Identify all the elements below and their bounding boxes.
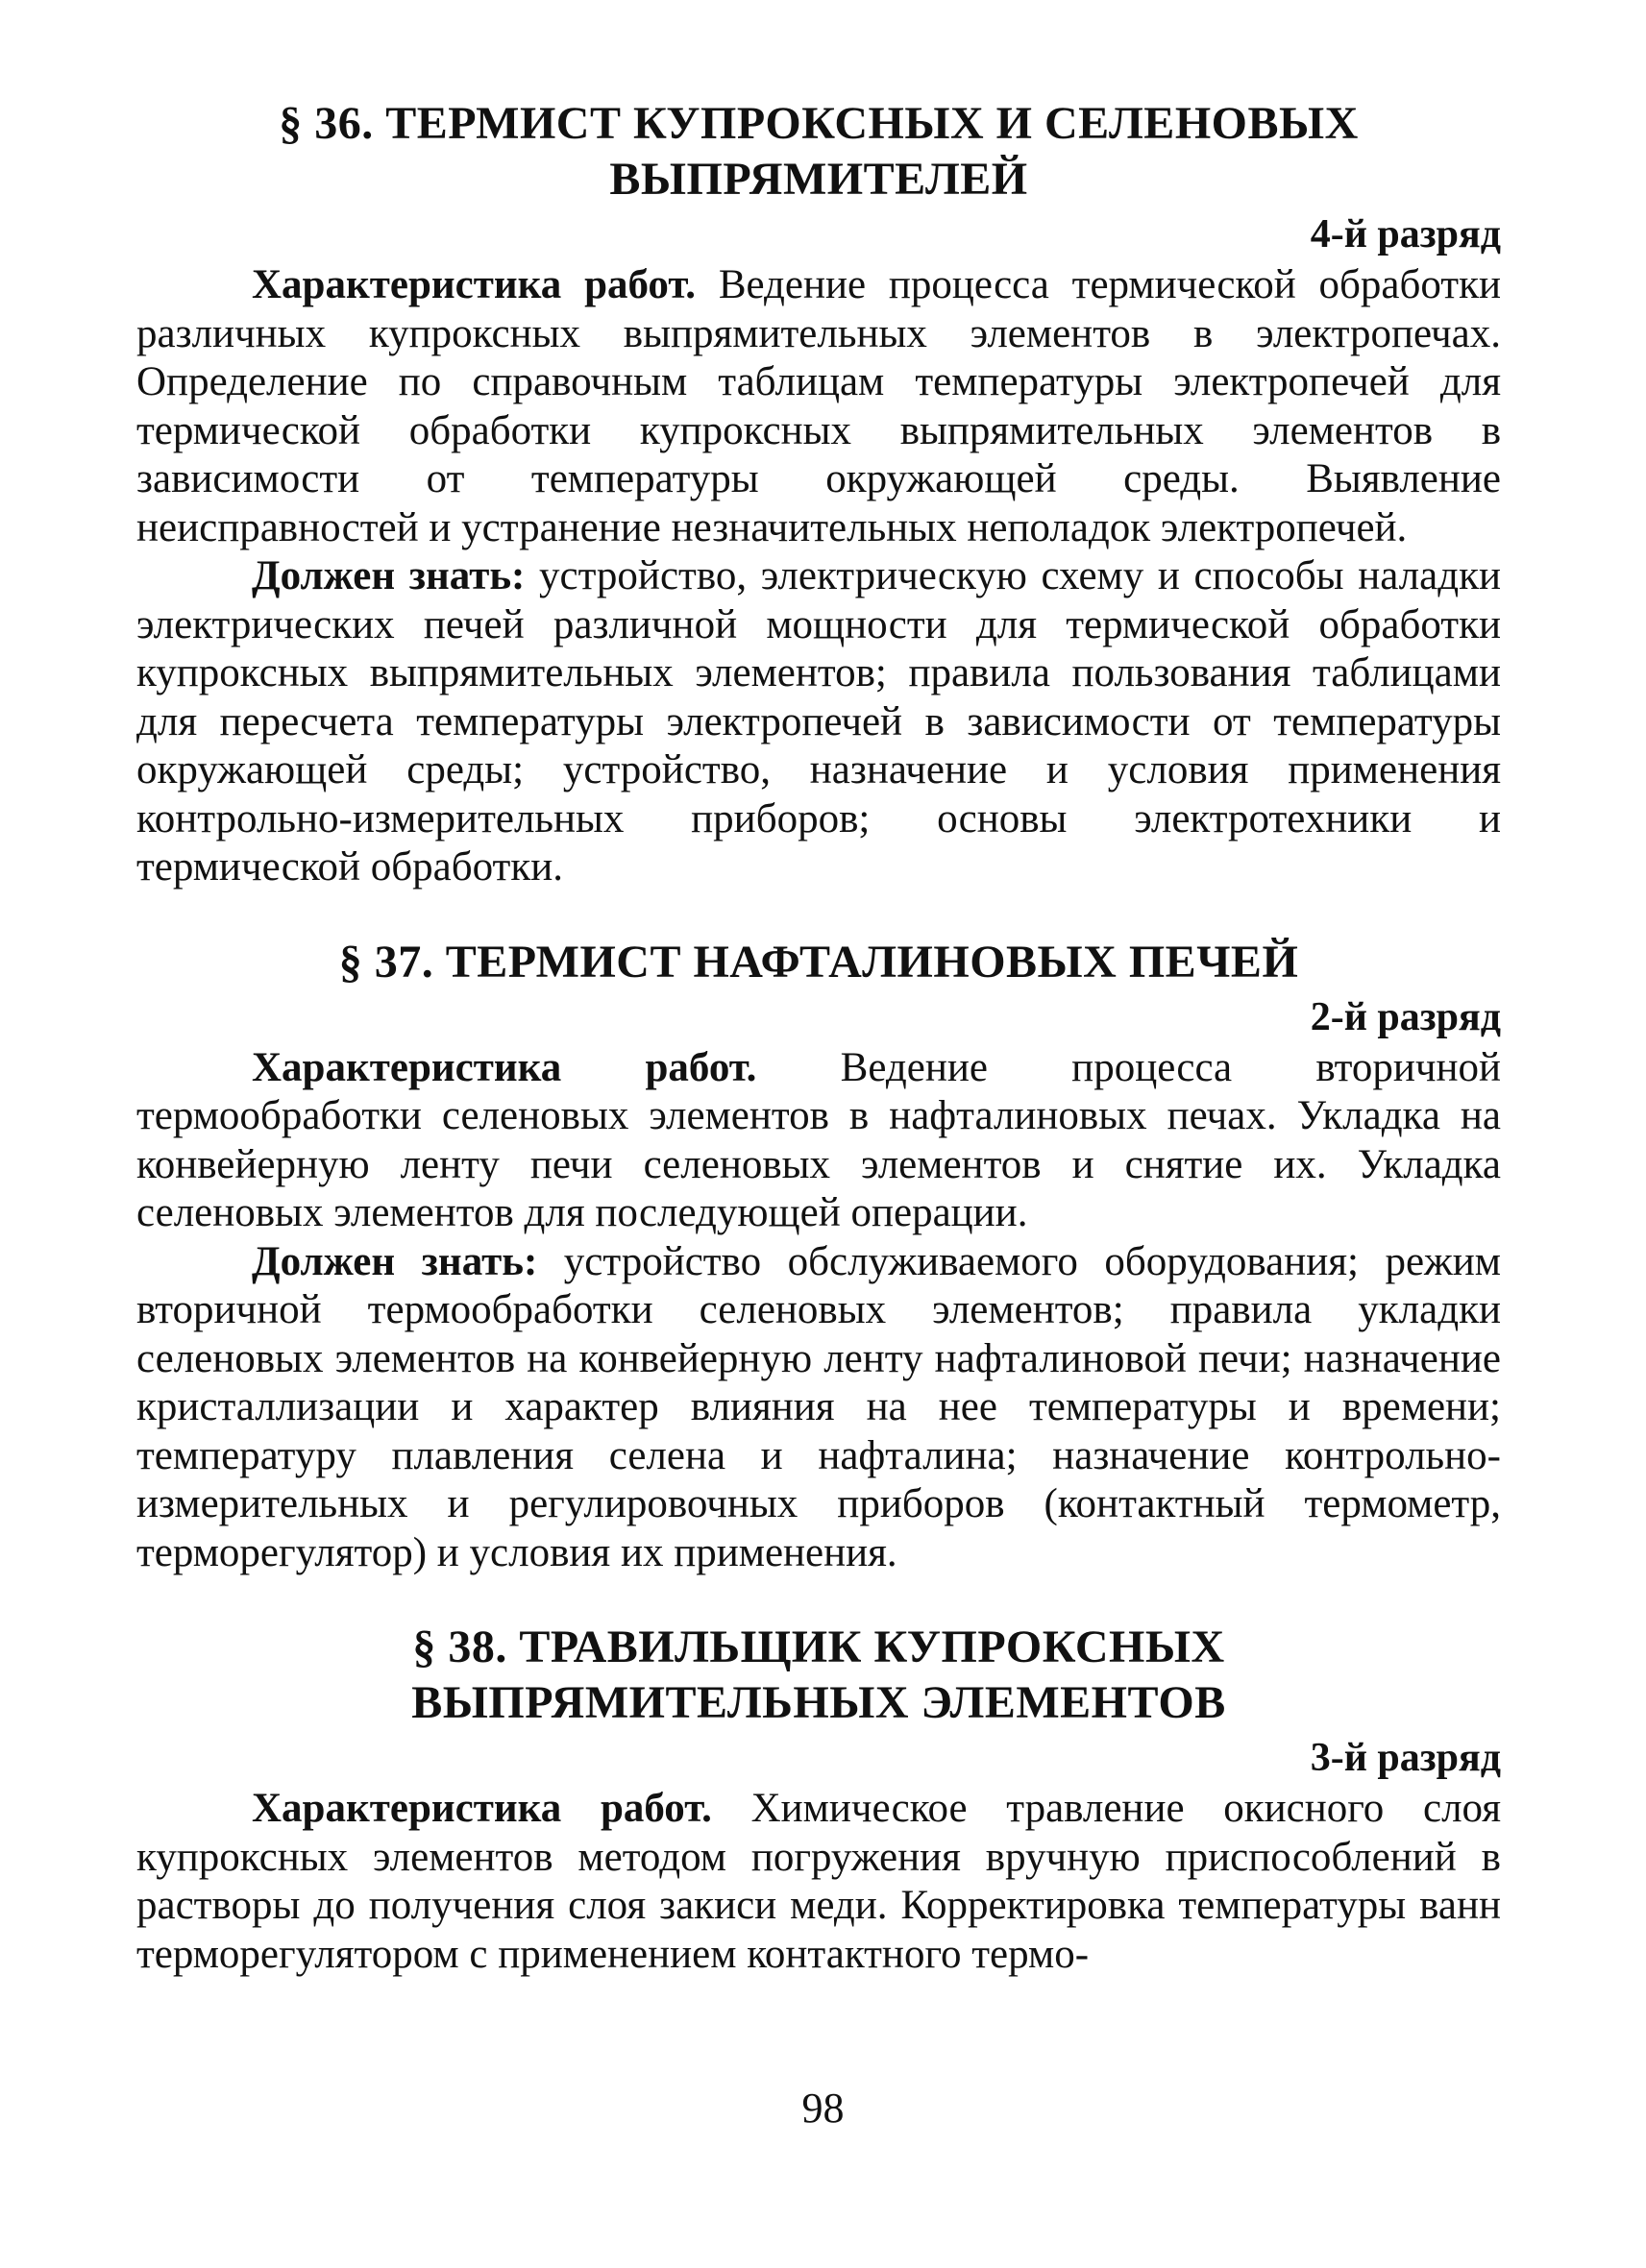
work-description-lead: Характеристика работ. xyxy=(252,1786,712,1831)
grade-label: 2-й разряд xyxy=(1310,994,1501,1039)
section-title-line: § 36. ТЕРМИСТ КУПРОКСНЫХ И СЕЛЕНОВЫХ xyxy=(279,98,1359,149)
section-title-line: ВЫПРЯМИТЕЛЕЙ xyxy=(609,154,1028,205)
work-description-lead: Характеристика работ. xyxy=(252,1044,757,1090)
work-description xyxy=(136,1785,1501,1979)
section-title xyxy=(136,935,1501,990)
work-description-text: Химическое травление окисного слоя купроксных элементов методом погружения вручную приспособлений в растворы до получения слоя закиси меди. Корректировка температуры ванн терморегулятором с применением контактного термо- xyxy=(136,1786,1502,1977)
required-knowledge-lead: Должен знать: xyxy=(252,1238,538,1284)
section-36 xyxy=(136,96,1501,892)
required-knowledge-text: устройство обслуживаемого оборудования; режим вторичной термообработки селеновых элементов; правила укладки селеновых элементов на конвейерную ленту нафталиновой печи; назначение кристаллизации и характер влияния на нее температуры и времени; температуру плавления селена и нафталина; назначение контрольно-измерительных и регулировочных приборов (контактный термометр, терморегулятор) и условия их применения. xyxy=(136,1238,1501,1575)
work-description-lead: Характеристика работ. xyxy=(252,262,696,307)
grade-label: 4-й разряд xyxy=(1310,212,1501,256)
required-knowledge-text: устройство, электрическую схему и способы наладки электрических печей различной мощности для термической обработки купроксных выпрямительных элементов; правила пользования таблицами для пересчета температуры электропечей в зависимости от температуры окружающей среды; устройство, назначение и условия применения контрольно-измерительных приборов; основы электротехники и термической обработки. xyxy=(136,553,1501,890)
section-title-line: § 37. ТЕРМИСТ НАФТАЛИНОВЫХ ПЕЧЕЙ xyxy=(338,936,1299,988)
work-description-text: Ведение процесса термической обработки различных купроксных выпрямительных элементов в электропечах. Определение по справочным таблицам температуры электропечей для термической обработки купроксных выпрямительных элементов в зависимости от температуры окружающей среды. Выявление неисправностей и устранение незначительных неполадок электропечей. xyxy=(136,262,1501,550)
section-title xyxy=(136,96,1501,207)
work-description-text: Ведение процесса вторичной термообработки селеновых элементов в нафталиновых печах. Укладка на конвейерную ленту печи селеновых элементов и снятие их. Укладка селеновых элементов для последующей операции. xyxy=(136,1044,1502,1235)
required-knowledge-lead: Должен знать: xyxy=(252,553,526,598)
required-knowledge xyxy=(136,1238,1501,1578)
section-spacer xyxy=(136,892,1501,935)
work-description xyxy=(136,261,1501,552)
page-content xyxy=(136,96,1501,1979)
section-spacer xyxy=(136,1577,1501,1620)
section-37 xyxy=(136,935,1501,1578)
section-title-line: ВЫПРЯМИТЕЛЬНЫХ ЭЛЕМЕНТОВ xyxy=(411,1677,1226,1728)
grade-label: 3-й разряд xyxy=(1310,1736,1501,1780)
section-38 xyxy=(136,1620,1501,1979)
section-title-line: § 38. ТРАВИЛЬЩИК КУПРОКСНЫХ xyxy=(412,1622,1225,1672)
work-description xyxy=(136,1044,1501,1238)
required-knowledge xyxy=(136,552,1501,892)
section-title xyxy=(136,1620,1501,1731)
page-number: 98 xyxy=(801,2085,845,2132)
